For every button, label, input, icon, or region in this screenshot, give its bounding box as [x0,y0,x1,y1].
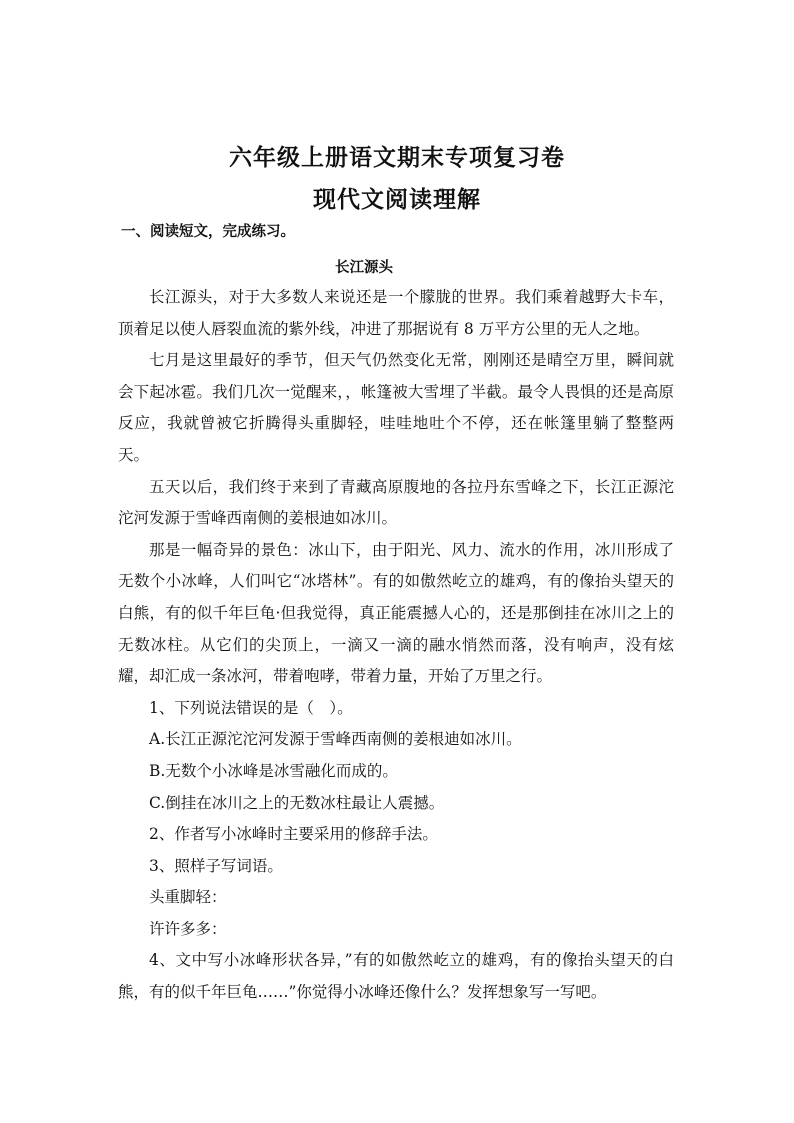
question-3: 3、照样子写词语。 [149,856,283,875]
option-c: C.倒挂在冰川之上的无数冰柱最让人震撼。 [149,793,445,812]
paragraph: 五天以后，我们终于来到了青藏高原腹地的各拉丹东雪峰之下，长江正源沱沱河发源于雪峰西南侧的姜根迪如冰川。 [118,477,674,528]
question-1: 1、下列说法错误的是（ ）。 [149,698,353,717]
document-title: 六年级上册语文期末专项复习卷 [229,145,565,171]
paragraph: 长江源头，对于大多数人来说还是一个朦胧的世界。我们乘着越野大卡车，顶着足以使人唇裂血流的紫外线，冲进了那据说有 8 万平方公里的无人之地。 [118,288,674,338]
passage-title: 长江源头 [335,260,393,276]
document-subtitle: 现代文阅读理解 [313,187,481,213]
option-b: B.无数个小冰峰是冰雪融化而成的。 [149,761,398,780]
passage-body [118,282,674,1009]
paragraph: 那是一幅奇异的景色：冰山下，由于阳光、风力、流水的作用，冰川形成了无数个小冰峰，人们叫它“冰塔林”。有的如傲然屹立的雄鸡，有的像抬头望天的白熊，有的似千年巨龟·但我觉得，真正能震撼人心的，还是那倒挂在冰川之上的无数冰柱。从它们的尖顶上，一滴又一滴的融水悄然而落，没有响声，没有炫耀，却汇成一条冰河，带着咆哮，带着力量，开始了万里之行。 [118,540,674,686]
paragraph: 七月是这里最好的季节，但天气仍然变化无常，刚刚还是晴空万里，瞬间就会下起冰雹。我们几次一觉醒来，，帐篷被大雪埋了半截。最令人畏惧的还是高原反应，我就曾被它折腾得头重脚轻，哇哇地吐个不停，还在帐篷里躺了整整两天。 [118,351,674,464]
word-example-2: 许许多多： [149,919,227,938]
question-4: 4、文中写小冰峰形状各异，”有的如傲然屹立的雄鸡，有的像抬头望天的白熊，有的似千年巨龟……”你觉得小冰峰还像什么？发挥想象写一写吧。 [118,951,674,1002]
word-example-1: 头重脚轻： [149,888,227,907]
question-2: 2、作者写小冰峰时主要采用的修辞手法。 [149,825,438,844]
option-a: A.长江正源沱沱河发源于雪峰西南侧的姜根迪如冰川。 [149,730,522,749]
section-heading: 一、阅读短文，完成练习。 [121,224,295,240]
